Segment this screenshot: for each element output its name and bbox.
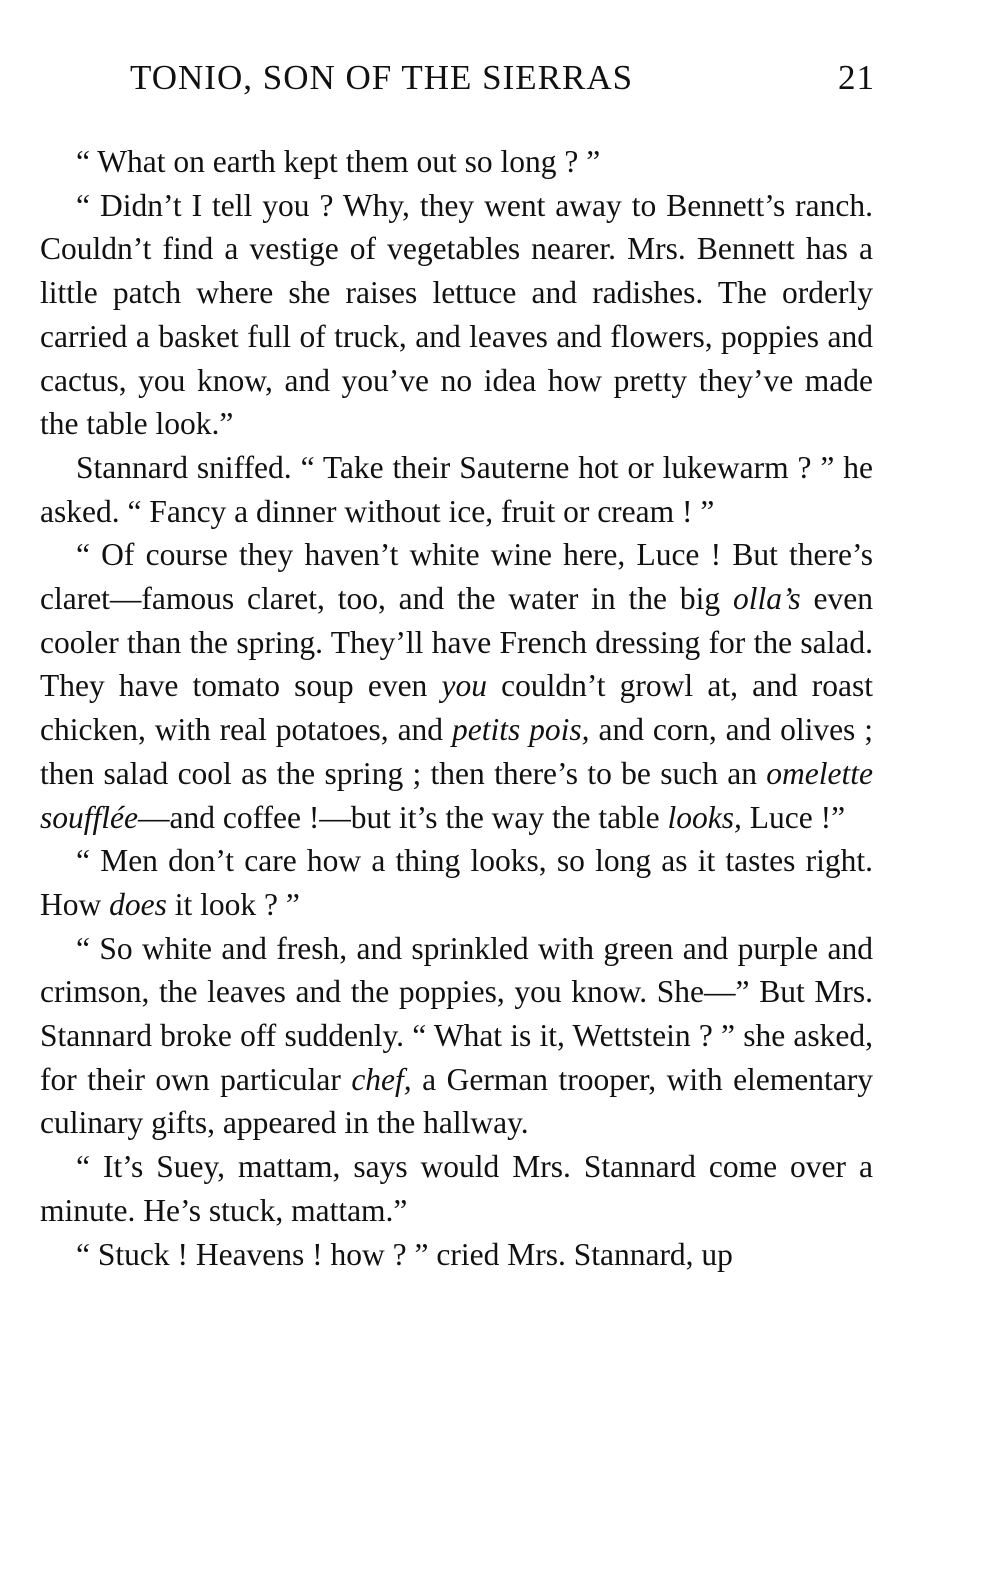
- text-run: “ Of course they haven’t white wine here, Luce ! But there’s claret—famous claret, too, and the water in the big: [40, 537, 873, 617]
- text-run: —and coffee !—but it’s the way the table: [137, 799, 668, 835]
- italic-text: does: [109, 886, 167, 922]
- paragraph: [40, 184, 873, 446]
- italic-text: petits pois,: [452, 712, 590, 748]
- text-run: “ It’s Suey, mattam, says would Mrs. Stannard come over a minute. He’s stuck, mattam.”: [40, 1149, 873, 1228]
- italic-text: you: [441, 668, 487, 704]
- paragraph: [40, 1233, 873, 1277]
- text-run: “ Didn’t I tell you ? Why, they went away to Bennett’s ranch. Couldn’t find a vestige of vegetables nearer. Mrs. Bennett has a little patch where she raises lettuce and radishes. The orderly carried a basket full of truck, and leaves and flowers, poppies and cactus, you know, and you’ve no idea how pretty they’ve made the table look.”: [40, 187, 873, 442]
- text-run: “ Stuck ! Heavens ! how ? ” cried Mrs. Stannard, up: [76, 1236, 733, 1272]
- italic-text: omelette soufflée: [40, 755, 873, 835]
- paragraph: [40, 927, 873, 1146]
- paragraph: [40, 446, 873, 533]
- italic-text: looks,: [667, 799, 742, 835]
- italic-text: olla’s: [732, 581, 801, 617]
- italic-text: chef,: [351, 1061, 412, 1097]
- text-run: and corn, and olives ; then salad cool as the spring ; then there’s to be such an: [40, 712, 873, 791]
- text-run: it look ? ”: [166, 886, 300, 922]
- page-number: 21: [838, 58, 875, 97]
- text-run: “ What on earth kept them out so long ? ”: [76, 144, 601, 179]
- text-run: “ Men don’t care how a thing looks, so long as it tastes right. How: [40, 843, 873, 922]
- text-run: Luce !”: [741, 799, 846, 835]
- text-run: “ So white and fresh, and sprinkled with green and purple and crimson, the leaves and the poppies, you know. She—” But Mrs. Stannard broke off suddenly. “ What is it, Wettstein ? ” she asked, for their own particular: [40, 930, 873, 1097]
- text-run: Stannard sniffed. “ Take their Sauterne hot or lukewarm ? ” he asked. “ Fancy a dinner without ice, fruit or cream ! ”: [40, 449, 873, 529]
- body-text: [40, 140, 873, 1276]
- paragraph: [40, 140, 873, 184]
- text-run: a German trooper, with elementary culinary gifts, appeared in the hallway.: [40, 1061, 873, 1141]
- text-run: couldn’t growl at, and roast chicken, with real potatoes, and: [40, 668, 873, 748]
- running-header: [130, 58, 875, 102]
- paragraph: [40, 839, 873, 926]
- running-title: TONIO, SON OF THE SIERRAS: [130, 58, 634, 97]
- paragraph: [40, 533, 873, 839]
- paragraph: [40, 1145, 873, 1232]
- text-run: even cooler than the spring. They’ll have French dressing for the salad. They have tomato soup even: [40, 581, 873, 704]
